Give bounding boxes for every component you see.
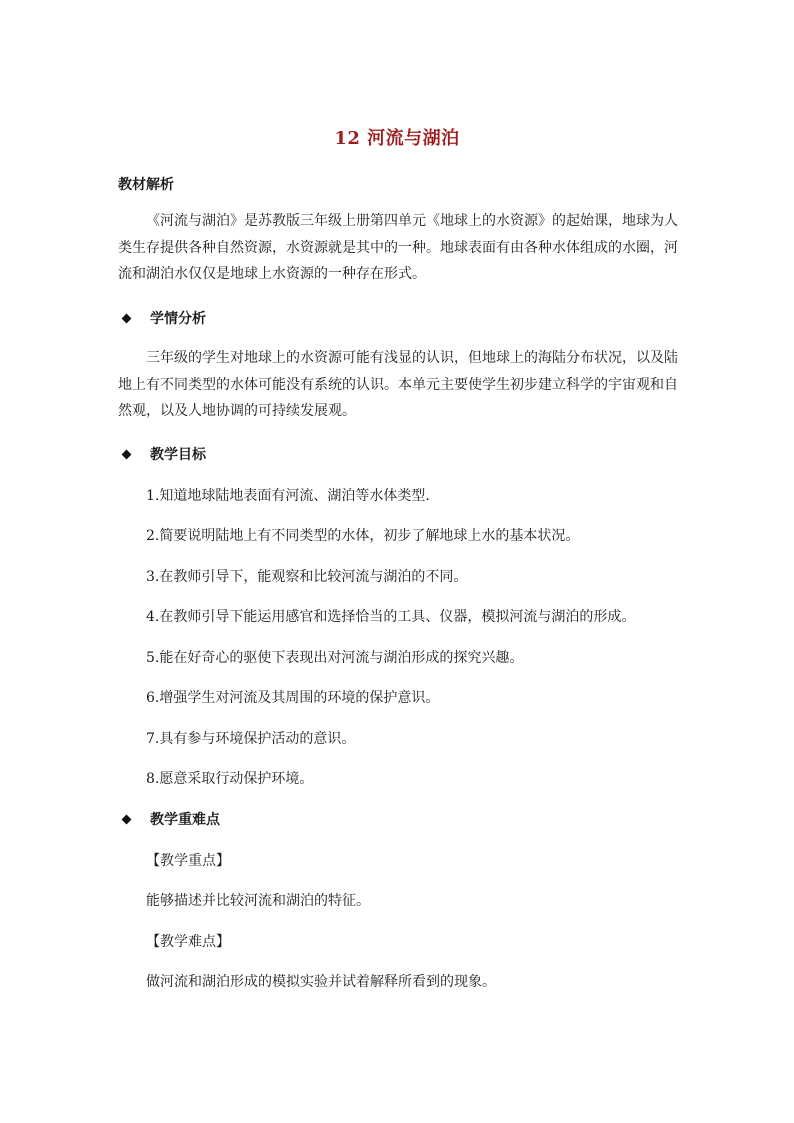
section-heading-students-label: 学情分析 (150, 311, 206, 327)
goal-item-8: 8.愿意采取行动保护环境。 (146, 771, 314, 787)
focus-text: 能够描述并比较河流和湖泊的特征。 (146, 893, 370, 909)
diamond-bullet-icon (122, 313, 132, 323)
diamond-bullet-icon (122, 814, 132, 824)
section-heading-key-points (118, 809, 220, 829)
goal-item-7: 7.具有参与环境保护活动的意识。 (146, 731, 356, 747)
section-heading-key-points-label: 教学重难点 (150, 812, 220, 828)
difficulty-label: 【教学难点】 (146, 934, 230, 950)
goal-item-3: 3.在教师引导下，能观察和比较河流与湖泊的不同。 (146, 569, 468, 585)
goal-item-5: 5.能在好奇心的驱使下表现出对河流与湖泊形成的探究兴趣。 (146, 650, 524, 666)
goal-item-4: 4.在教师引导下能运用感官和选择恰当的工具、仪器，模拟河流与湖泊的形成。 (146, 609, 636, 625)
section-heading-goals-label: 教学目标 (150, 447, 206, 463)
section-heading-textbook: 教材解析 (118, 177, 174, 193)
goal-item-1: 1.知道地球陆地表面有河流、湖泊等水体类型. (146, 488, 430, 504)
paragraph-students: 三年级的学生对地球上的水资源可能有浅显的认识，但地球上的海陆分布状况，以及陆地上有不同类型的水体可能没有系统的认识。本单元主要使学生初步建立科学的宇宙观和自然观，以及人地协调的可持续发展观。 (118, 350, 678, 419)
diamond-bullet-icon (122, 449, 132, 459)
goal-item-2: 2.简要说明陆地上有不同类型的水体，初步了解地球上水的基本状况。 (146, 528, 580, 544)
paragraph-textbook: 《河流与湖泊》是苏教版三年级上册第四单元《地球上的水资源》的起始课，地球为人类生存提供各种自然资源，水资源就是其中的一种。地球表面有由各种水体组成的水圈，河流和湖泊水仅仅是地球上水资源的一种存在形式。 (118, 213, 678, 282)
goal-item-6: 6.增强学生对河流及其周围的环境的保护意识。 (146, 690, 440, 706)
focus-label: 【教学重点】 (146, 853, 230, 869)
section-heading-students (118, 308, 206, 328)
difficulty-text: 做河流和湖泊形成的模拟实验并试着解释所看到的现象。 (146, 974, 496, 990)
section-heading-goals (118, 444, 206, 464)
page-title: 12 河流与湖泊 (334, 128, 460, 149)
